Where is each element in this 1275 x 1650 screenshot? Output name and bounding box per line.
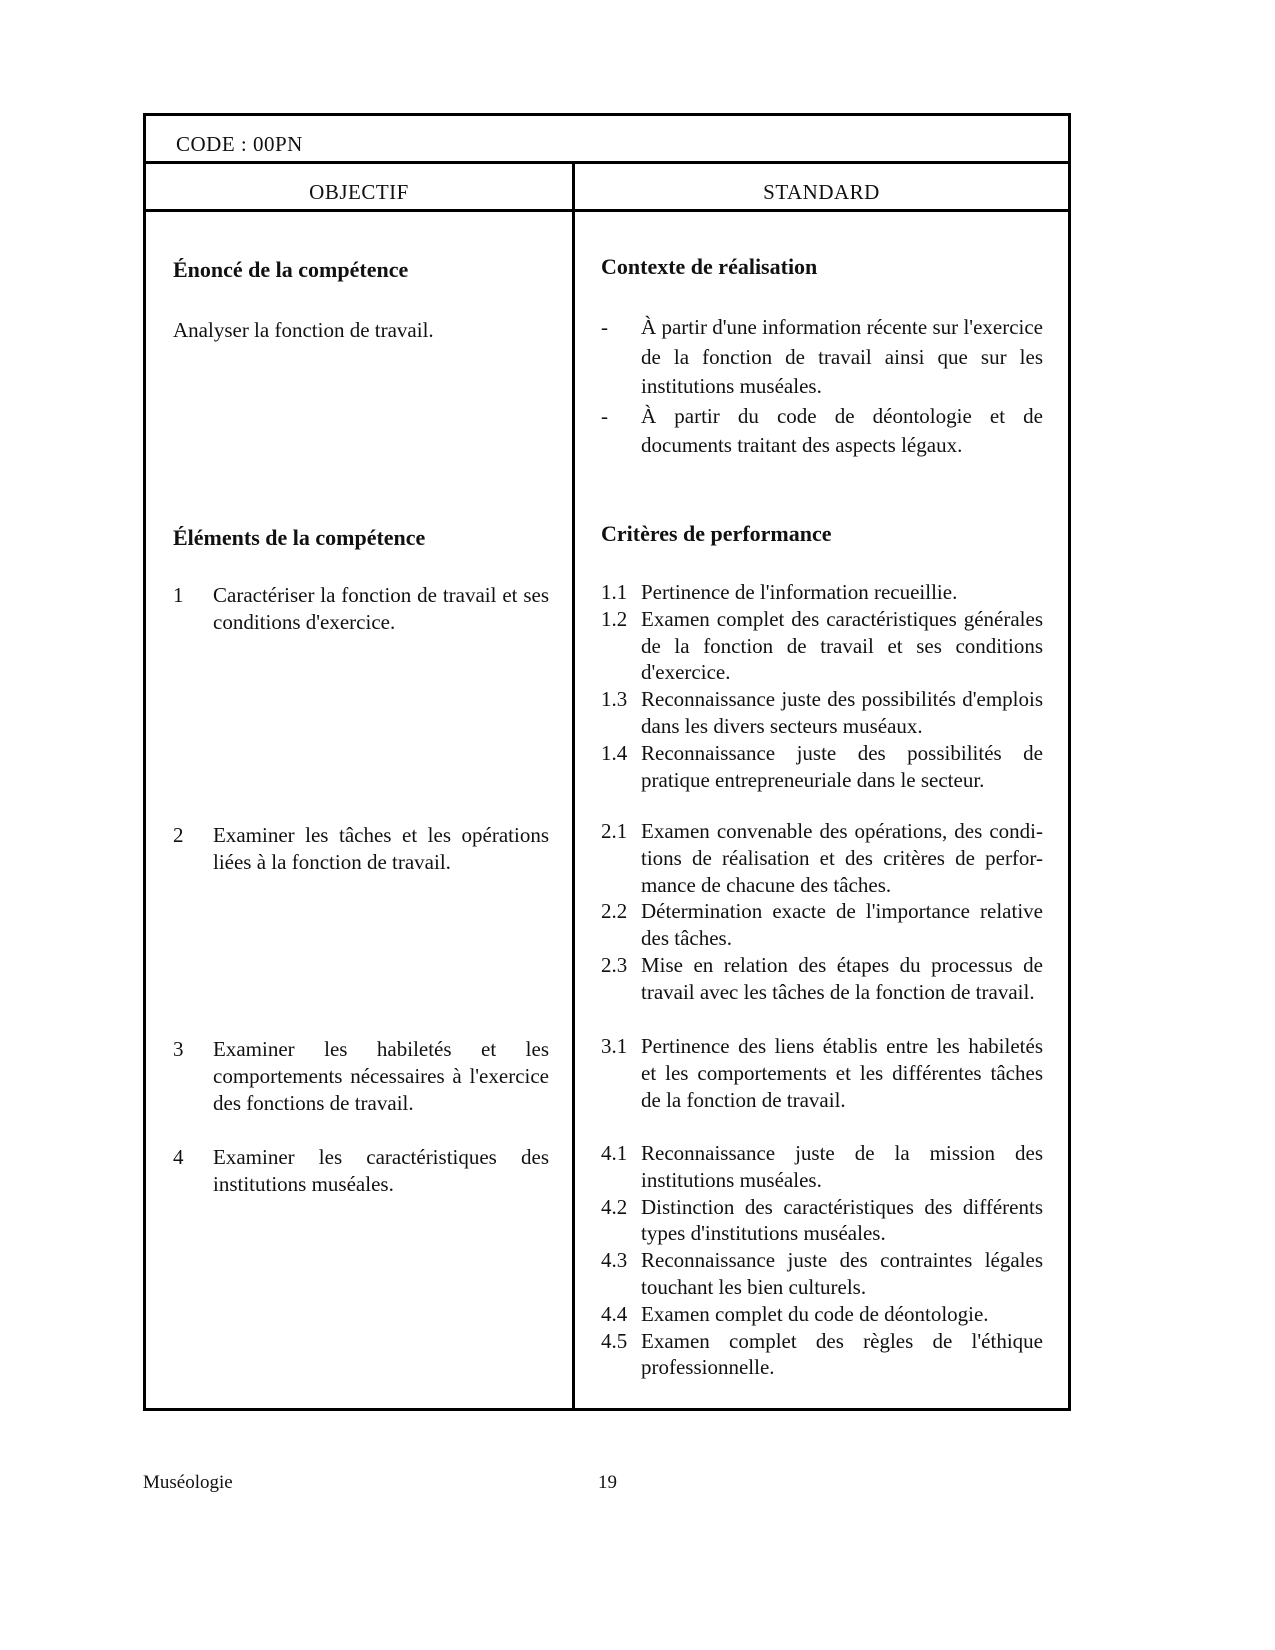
divider bbox=[146, 209, 1068, 212]
enonce-text: Analyser la fonction de travail. bbox=[173, 318, 434, 342]
page-number: 19 bbox=[598, 1472, 617, 1493]
criterion-number: 1.3 bbox=[601, 687, 628, 712]
divider bbox=[146, 161, 1068, 164]
criterion-number: 4.4 bbox=[601, 1301, 628, 1326]
criteria-group-4 bbox=[601, 1140, 1043, 1381]
footer-title: Muséologie bbox=[143, 1472, 233, 1493]
criteria-group-3 bbox=[601, 1033, 1043, 1113]
criterion-text: Reconnaissance juste des possibilités d'emplois dans les divers secteurs muséaux. bbox=[641, 687, 1043, 738]
criterion-text: Examen complet des règles de l'éthique professionnelle. bbox=[641, 1328, 1043, 1380]
criterion-number: 1.1 bbox=[601, 580, 628, 604]
criterion-number: 4.2 bbox=[601, 1194, 628, 1219]
header-standard: STANDARD bbox=[763, 180, 880, 204]
header-objectif: OBJECTIF bbox=[309, 180, 409, 204]
criterion-text: Examen complet des caractéristiques générales de la fonction de travail et ses conditions d'exercice. bbox=[641, 606, 1043, 685]
criterion-number: 1.2 bbox=[601, 606, 628, 631]
enonce-title: Énoncé de la compétence bbox=[173, 257, 409, 282]
bullet: - bbox=[601, 315, 608, 339]
element-2 bbox=[173, 822, 549, 876]
criterion-text: Reconnaissance juste des contraintes légales touchant les bien culturels. bbox=[641, 1248, 1043, 1299]
column-divider bbox=[572, 163, 575, 1408]
element-number: 3 bbox=[173, 1037, 184, 1061]
criteria-group-2 bbox=[601, 818, 1043, 1006]
elements-title: Éléments de la compétence bbox=[173, 525, 426, 550]
criterion-text: Mise en relation des étapes du processus de travail avec les tâches de la fonction de travail. bbox=[641, 952, 1043, 1004]
element-text: Caractériser la fonction de travail et ses conditions d'exercice. bbox=[213, 583, 549, 634]
criterion-text: Examen complet du code de déontologie. bbox=[641, 1301, 989, 1326]
contexte-item: À partir du code de déontologie et de documents traitant des aspects légaux. bbox=[641, 403, 1043, 458]
criterion-number: 4.3 bbox=[601, 1248, 628, 1273]
element-3 bbox=[173, 1036, 549, 1116]
criterion-text: Reconnaissance juste des possibilités de pratique entrepreneuriale dans le secteur. bbox=[641, 740, 1043, 792]
criterion-text: Détermination exacte de l'importance relative des tâches. bbox=[641, 899, 1043, 951]
code-label: CODE : 00PN bbox=[176, 132, 303, 156]
criterion-text: Distinction des caractéristiques des différents types d'institutions muséales. bbox=[641, 1194, 1043, 1246]
criterion-number: 2.1 bbox=[601, 819, 628, 843]
element-text: Examiner les tâches et les opérations liées à la fonction de travail. bbox=[213, 823, 549, 874]
element-4 bbox=[173, 1144, 549, 1198]
element-text: Examiner les habiletés et les comportements nécessaires à l'exercice des fonctions de travail. bbox=[213, 1037, 549, 1115]
contexte-title: Contexte de réalisation bbox=[601, 254, 818, 279]
criterion-number: 2.2 bbox=[601, 899, 628, 924]
element-number: 2 bbox=[173, 823, 184, 847]
element-number: 4 bbox=[173, 1145, 184, 1169]
criterion-number: 3.1 bbox=[601, 1034, 628, 1058]
criteres-title: Critères de performance bbox=[601, 521, 832, 546]
criterion-number: 1.4 bbox=[601, 740, 628, 765]
criterion-number: 4.1 bbox=[601, 1141, 628, 1165]
criterion-text: Examen convenable des opérations, des condi-tions de réalisation et des critères de perfor-mance de chacune des tâches. bbox=[641, 819, 1043, 897]
element-text: Examiner les caractéristiques des institutions muséales. bbox=[213, 1145, 549, 1196]
element-1 bbox=[173, 582, 549, 636]
criterion-number: 4.5 bbox=[601, 1328, 628, 1353]
criterion-text: Pertinence de l'information recueillie. bbox=[641, 580, 958, 604]
contexte-list bbox=[601, 313, 1043, 461]
criterion-text: Pertinence des liens établis entre les habiletés et les comportements et les différentes tâches de la fonction de travail. bbox=[641, 1034, 1043, 1112]
criterion-number: 2.3 bbox=[601, 952, 628, 977]
bullet: - bbox=[601, 403, 608, 428]
criterion-text: Reconnaissance juste de la mission des institutions muséales. bbox=[641, 1141, 1043, 1192]
contexte-item: À partir d'une information récente sur l'exercice de la fonction de travail ainsi que sur les institutions muséales. bbox=[641, 315, 1043, 399]
criteria-group-1 bbox=[601, 579, 1043, 793]
element-number: 1 bbox=[173, 583, 184, 607]
